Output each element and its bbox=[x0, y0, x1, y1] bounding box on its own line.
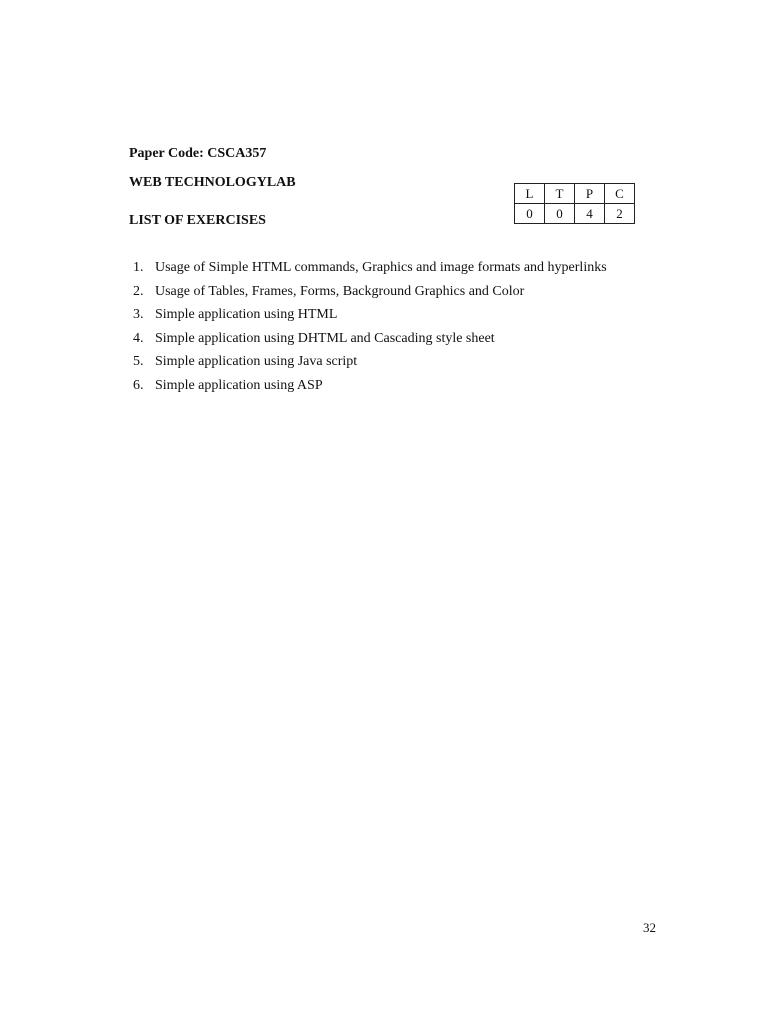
credits-header-p: P bbox=[575, 184, 605, 204]
subject-title: WEB TECHNOLOGYLAB bbox=[129, 175, 296, 190]
list-item bbox=[133, 306, 607, 330]
list-item bbox=[133, 283, 607, 307]
list-item bbox=[133, 377, 607, 401]
credits-header-row bbox=[515, 184, 635, 204]
page-number: 32 bbox=[643, 920, 656, 935]
list-item-text: Simple application using HTML bbox=[155, 307, 338, 322]
exercise-list bbox=[133, 259, 607, 400]
list-item-number: 1. bbox=[133, 260, 144, 275]
credits-value-p: 4 bbox=[575, 204, 605, 224]
list-heading: LIST OF EXERCISES bbox=[129, 213, 266, 228]
credits-value-l: 0 bbox=[515, 204, 545, 224]
credits-header-t: T bbox=[545, 184, 575, 204]
list-item-text: Simple application using ASP bbox=[155, 377, 323, 393]
list-item-number: 5. bbox=[133, 354, 144, 369]
list-item bbox=[133, 353, 607, 377]
list-item bbox=[133, 259, 607, 283]
list-item-text: Simple application using DHTML and Cascading style sheet bbox=[155, 330, 495, 346]
list-item-number: 2. bbox=[133, 283, 144, 299]
credits-header-c: C bbox=[605, 184, 635, 204]
list-item bbox=[133, 330, 607, 354]
credits-value-row bbox=[515, 204, 635, 224]
credits-table bbox=[514, 183, 635, 224]
credits-value-c: 2 bbox=[605, 204, 635, 224]
list-item-text: Usage of Tables, Frames, Forms, Background Graphics and Color bbox=[155, 283, 525, 299]
list-item-number: 4. bbox=[133, 330, 144, 346]
list-item-text: Usage of Simple HTML commands, Graphics and image formats and hyperlinks bbox=[155, 260, 607, 275]
list-item-number: 6. bbox=[133, 377, 144, 393]
list-item-text: Simple application using Java script bbox=[155, 354, 358, 369]
list-item-number: 3. bbox=[133, 307, 144, 322]
credits-header-l: L bbox=[515, 184, 545, 204]
credits-value-t: 0 bbox=[545, 204, 575, 224]
paper-code: Paper Code: CSCA357 bbox=[129, 146, 267, 161]
